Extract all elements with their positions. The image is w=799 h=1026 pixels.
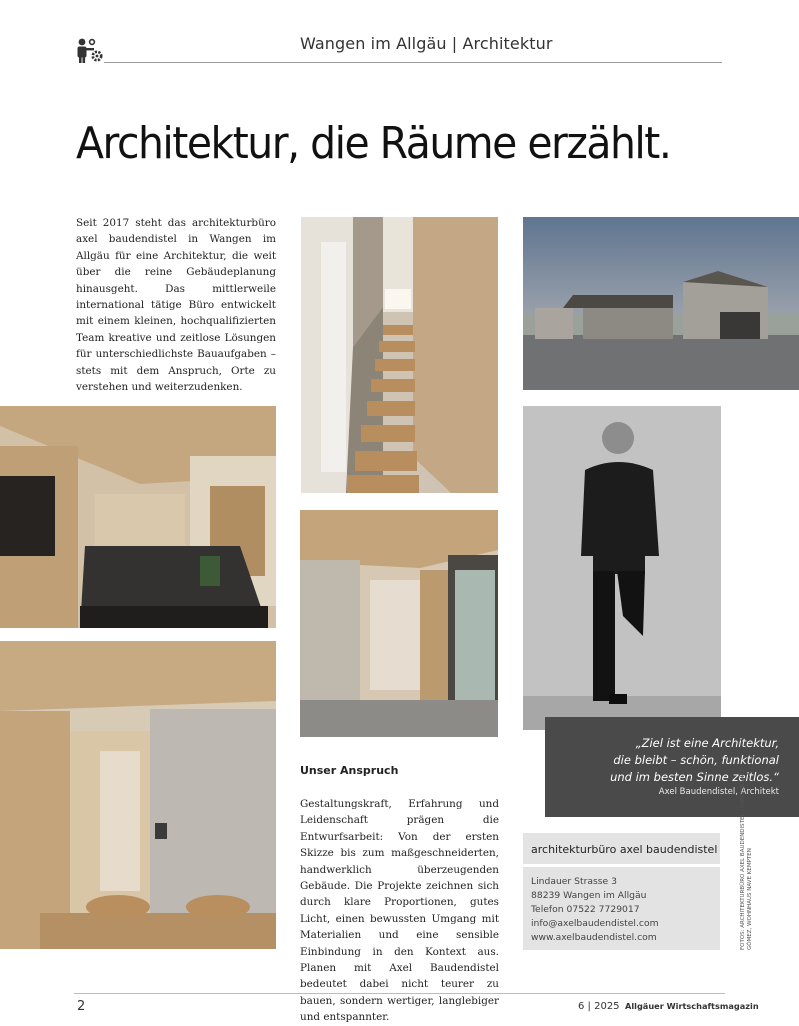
photo-credit-line1: FOTOS: ARCHITEKTURBÜRO AXEL BAUDENDISTEL, ISABEL IBÁÑEZ <box>740 768 746 950</box>
section-header: Wangen im Allgäu | Architektur <box>300 34 553 53</box>
living-room-photo <box>0 641 276 949</box>
house-exterior-photo <box>523 217 799 390</box>
header-divider <box>104 62 722 63</box>
kitchen-interior-photo <box>0 406 276 628</box>
architect-portrait-photo <box>523 406 721 730</box>
page-title: Architektur, die Räume erzählt. <box>76 118 671 169</box>
hallway-interior-photo <box>300 510 498 737</box>
contact-divider <box>523 864 720 867</box>
intro-paragraph: Seit 2017 steht das architekturbüro axel baudendistel in Wangen im Allgäu für eine Architektur, die weit über die reine Gebäudeplanung hinausgeht. Das mittlerweile international tätige Büro entwickelt mit einem kleinen, hochqualifizierten Team kreative und zeitlose Lösungen für unterschiedlichste Bauaufgaben – stets mit dem Anspruch, Orte zu verstehen und weiterzudenken. <box>76 217 276 394</box>
architect-gear-icon <box>74 37 104 63</box>
contact-website[interactable]: www.axelbaudendistel.com <box>531 932 657 943</box>
body-paragraph: Gestaltungskraft, Erfahrung und Leidenschaft prägen die Entwurfsarbeit: Von der ersten Skizze bis zum maßgeschneiderten, handwerklich überzeugenden Gebäude. Die Projekte zeichnen sich durch klare Proportionen, gutes Licht, einen bewussten Umgang mit Materialien und eine sensible Einbindung in den Kontext aus. Planen mit Axel Baudendistel bedeutet dabei nicht teurer zu bauen, sondern wertiger, langlebiger und entspannter. <box>300 798 499 1024</box>
contact-street: Lindauer Strasse 3 <box>531 876 617 887</box>
contact-company: architekturbüro axel baudendistel <box>531 843 718 856</box>
photo-credit <box>740 768 754 950</box>
contact-city: 88239 Wangen im Allgäu <box>531 890 647 901</box>
contact-phone: Telefon 07522 7729017 <box>531 904 640 915</box>
section-subheading: Unser Anspruch <box>300 764 399 777</box>
contact-email[interactable]: info@axelbaudendistel.com <box>531 918 659 929</box>
quote-box <box>545 717 799 817</box>
staircase-photo <box>301 217 498 493</box>
issue-number: 6 | 2025 <box>578 1001 620 1012</box>
footer-divider <box>74 993 725 994</box>
contact-box <box>523 833 720 950</box>
photo-credit-line2: GÓMEZ, WOHNHAUS NAVE KEMPTEN <box>747 848 753 950</box>
quote-author: Axel Baudendistel, Architekt <box>658 787 779 797</box>
magazine-name: Allgäuer Wirtschaftsmagazin <box>625 1001 759 1011</box>
quote-text: „Ziel ist eine Architektur, die bleibt – schön, funktional und im besten Sinne zeitlos.“ <box>610 736 779 784</box>
page-number: 2 <box>77 999 86 1014</box>
